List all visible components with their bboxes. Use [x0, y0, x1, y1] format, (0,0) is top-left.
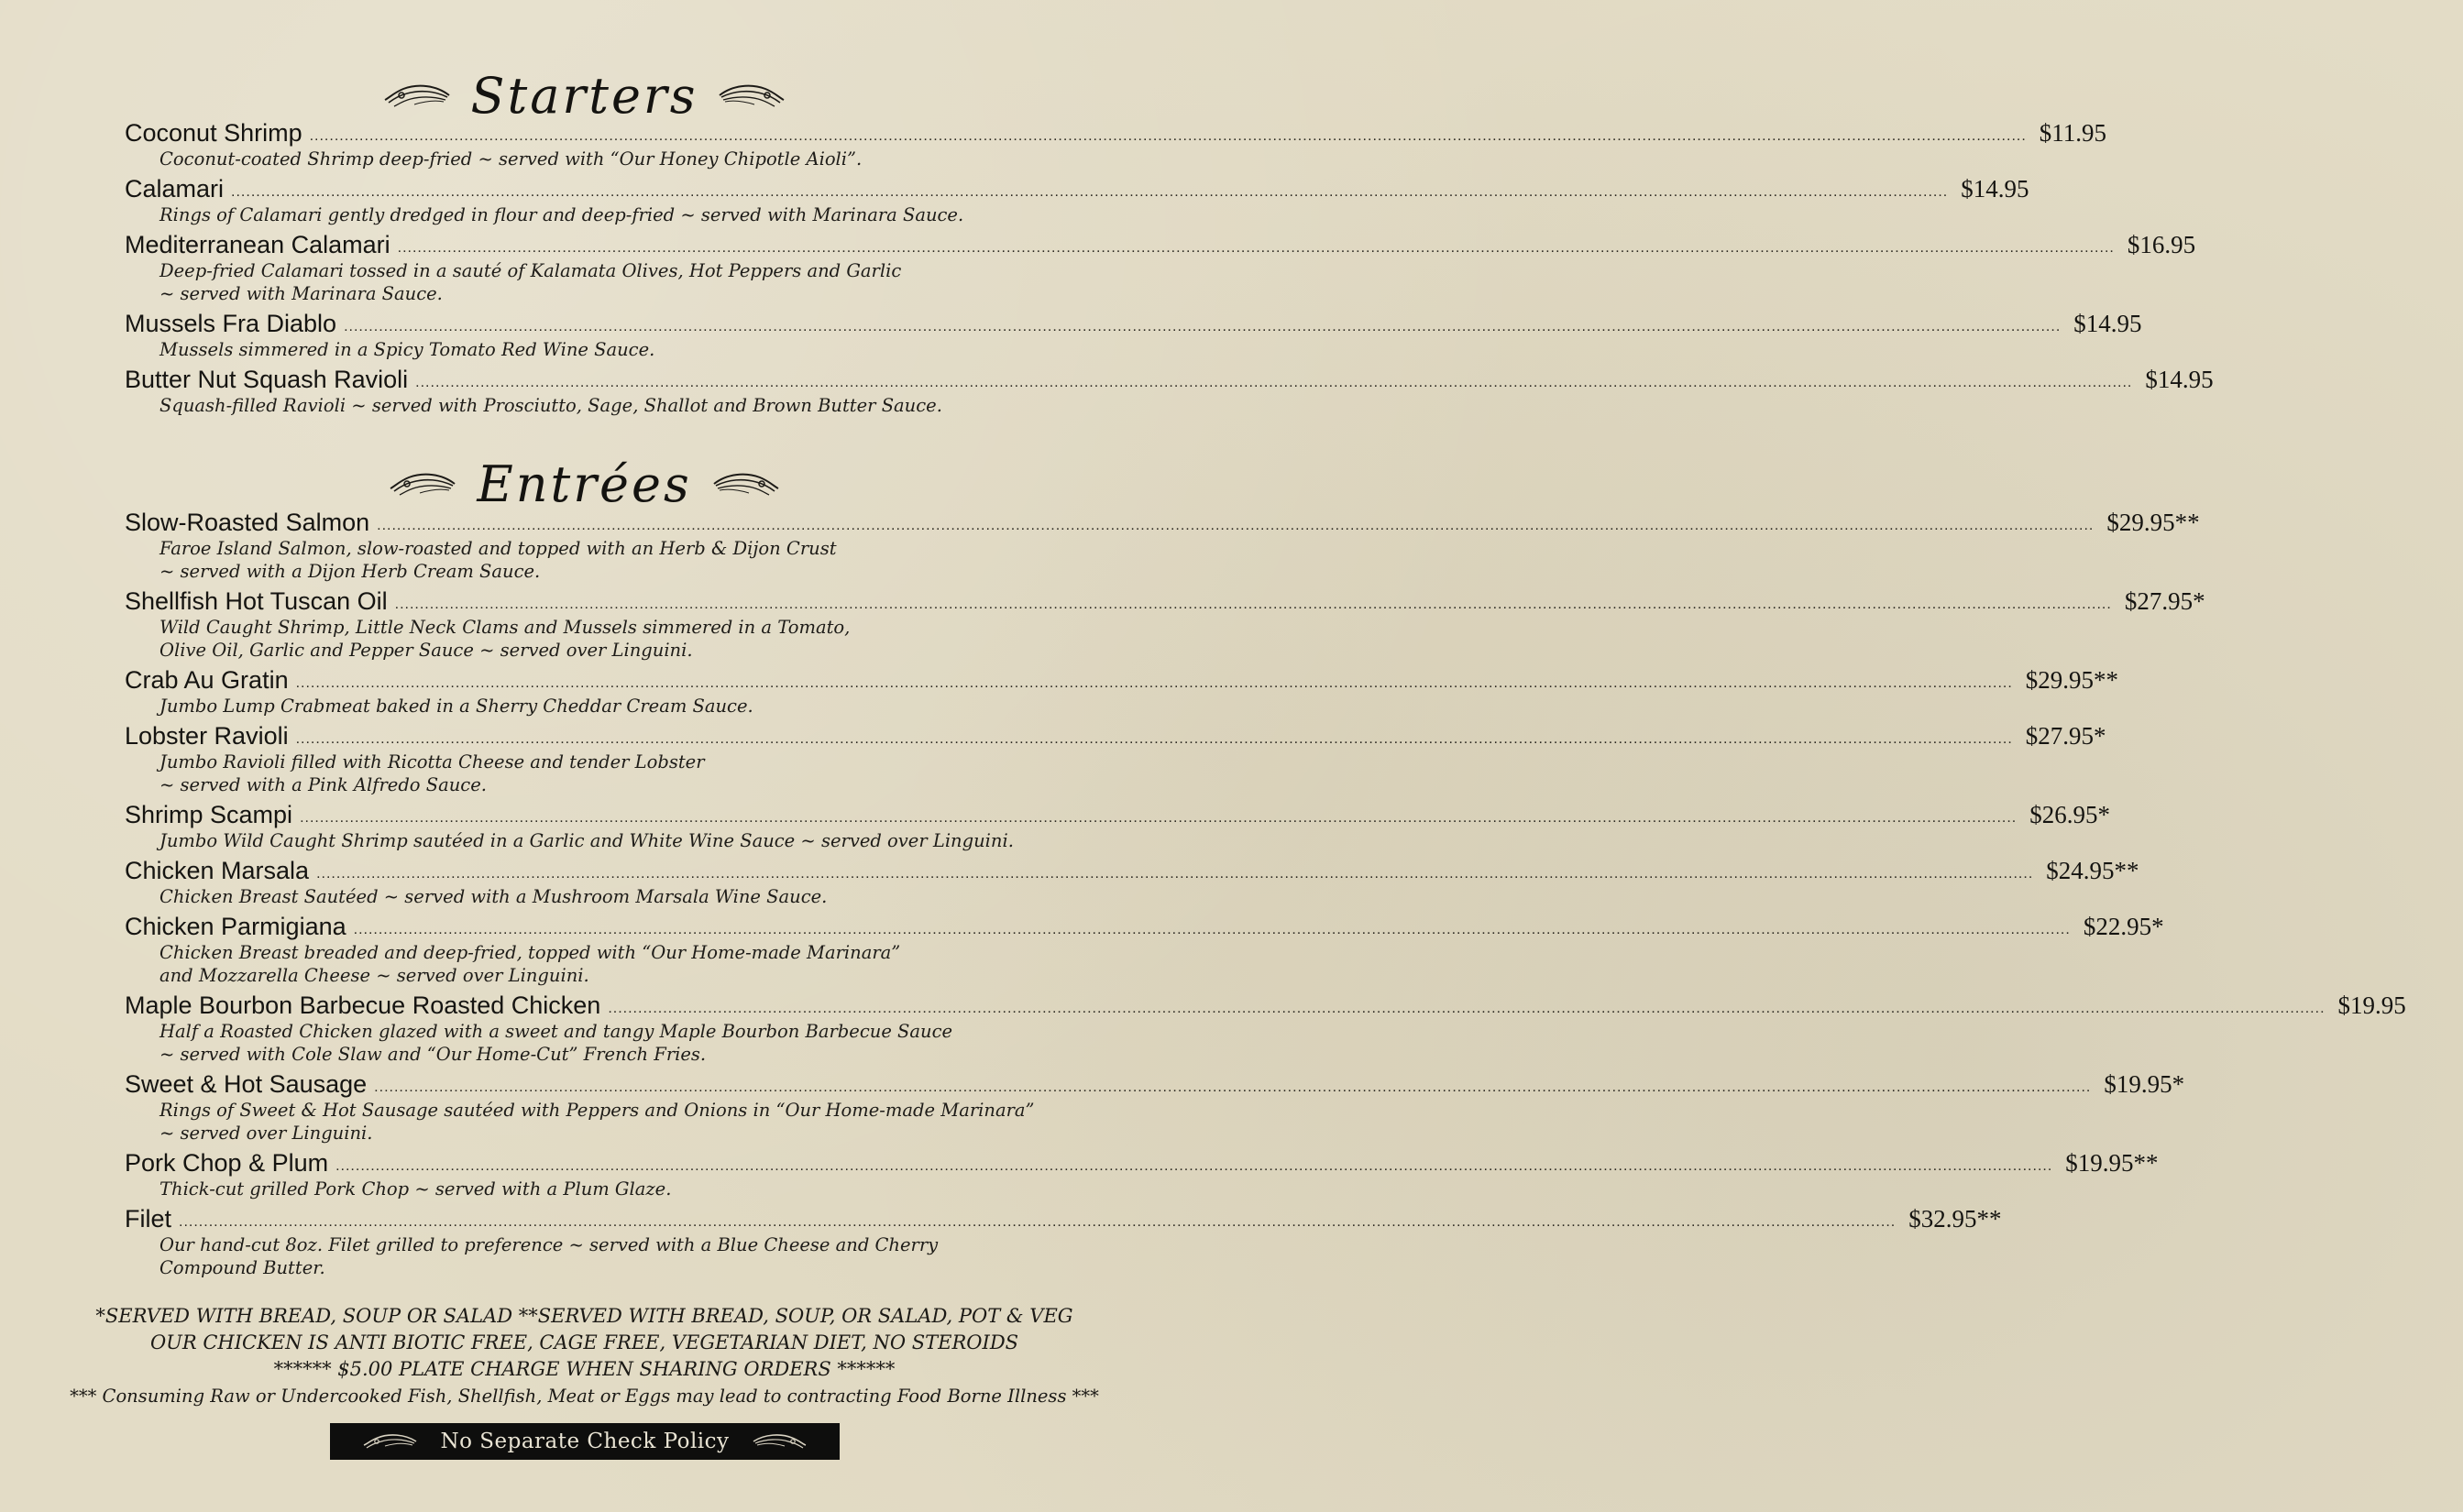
item-name: Sweet & Hot Sausage: [125, 1070, 368, 1098]
flourish-left-icon: [361, 1431, 418, 1452]
dot-leader: ........................................................................................................................................................................................................................................................................................................................................................: [309, 128, 2027, 144]
starters-list: [125, 119, 2214, 417]
flourish-right-icon: [718, 80, 787, 111]
item-price: $29.95**: [2025, 666, 2119, 694]
item-description: [159, 941, 966, 987]
item-name: Slow-Roasted Salmon: [125, 509, 370, 536]
entrees-list: [125, 509, 2406, 1279]
item-name: Chicken Marsala: [125, 857, 310, 884]
description-line: Chicken Breast breaded and deep-fried, topped with “Our Home-made Marinara”: [159, 942, 901, 963]
menu-item: [125, 1149, 2159, 1200]
item-price: $19.95*: [2104, 1070, 2185, 1098]
menu-item: [125, 119, 2107, 170]
menu-item: [125, 175, 2029, 226]
menu-item: [125, 366, 2214, 417]
item-price: $27.95*: [2025, 722, 2106, 750]
dot-leader: ........................................................................................................................................................................................................................................................................................................................................................: [377, 518, 2095, 533]
description-line: Jumbo Ravioli filled with Ricotta Cheese and tender Lobster: [159, 751, 705, 772]
note-chicken: OUR CHICKEN IS ANTI BIOTIC FREE, CAGE FREE, VEGETARIAN DIET, NO STEROIDS: [149, 1331, 1019, 1353]
policy-text: No Separate Check Policy: [440, 1430, 730, 1453]
item-name: Calamari: [125, 175, 225, 203]
item-name: Crab Au Gratin: [125, 666, 289, 694]
menu-item: [125, 310, 2142, 361]
item-description: [159, 829, 1014, 852]
dot-leader: ........................................................................................................................................................................................................................................................................................................................................................: [231, 184, 1949, 200]
menu-item: [125, 857, 2139, 908]
dot-leader: ........................................................................................................................................................................................................................................................................................................................................................: [415, 375, 2133, 390]
item-name: Butter Nut Squash Ravioli: [125, 366, 409, 393]
description-line: Olive Oil, Garlic and Pepper Sauce ~ served over Linguini.: [159, 640, 693, 661]
item-price: $22.95*: [2083, 913, 2164, 940]
description-line: ~ served over Linguini.: [159, 1123, 373, 1144]
menu-notes: [0, 1303, 1169, 1409]
item-price: $19.95**: [2065, 1149, 2159, 1177]
item-price: $24.95**: [2046, 857, 2139, 884]
dot-leader: ........................................................................................................................................................................................................................................................................................................................................................: [608, 1001, 2326, 1016]
dot-leader: ........................................................................................................................................................................................................................................................................................................................................................: [295, 675, 2013, 691]
item-description: [159, 394, 966, 417]
description-line: Squash-filled Ravioli ~ served with Prosciutto, Sage, Shallot and Brown Butter Sauce.: [159, 395, 942, 416]
item-name: Coconut Shrimp: [125, 119, 302, 147]
menu-item: [125, 587, 2205, 662]
menu-item: [125, 992, 2406, 1066]
note-plate-charge: ****** $5.00 PLATE CHARGE WHEN SHARING ORDERS ******: [273, 1358, 896, 1380]
item-price: $11.95: [2039, 119, 2107, 147]
item-description: [159, 885, 966, 908]
dot-leader: ........................................................................................................................................................................................................................................................................................................................................................: [394, 597, 2112, 612]
menu-item: [125, 801, 2110, 852]
description-line: ~ served with Cole Slaw and “Our Home-Cut” French Fries.: [159, 1044, 707, 1065]
item-name: Maple Bourbon Barbecue Roasted Chicken: [125, 992, 601, 1019]
item-price: $14.95: [1961, 175, 2029, 203]
item-name: Mussels Fra Diablo: [125, 310, 337, 337]
item-description: [159, 203, 966, 226]
dot-leader: ........................................................................................................................................................................................................................................................................................................................................................: [344, 319, 2062, 334]
item-price: $16.95: [2127, 231, 2196, 258]
dot-leader: ........................................................................................................................................................................................................................................................................................................................................................: [316, 866, 2034, 882]
description-line: and Mozzarella Cheese ~ served over Linguini.: [159, 965, 589, 986]
description-line: Deep-fried Calamari tossed in a sauté of Kalamata Olives, Hot Peppers and Garlic: [159, 260, 902, 281]
item-price: $14.95: [2145, 366, 2214, 393]
note-food-safety: *** Consuming Raw or Undercooked Fish, Shellfish, Meat or Eggs may lead to contracting Food Borne Illness ***: [70, 1386, 1099, 1407]
dot-leader: ........................................................................................................................................................................................................................................................................................................................................................: [353, 922, 2071, 937]
description-line: Rings of Calamari gently dredged in flour and deep-fried ~ served with Marinara Sauce.: [159, 204, 964, 225]
flourish-left-icon: [387, 468, 456, 499]
item-name: Pork Chop & Plum: [125, 1149, 329, 1177]
item-price: $32.95**: [1908, 1205, 2002, 1233]
dot-leader: ........................................................................................................................................................................................................................................................................................................................................................: [374, 1079, 2092, 1095]
item-description: [159, 1233, 966, 1279]
item-name: Mediterranean Calamari: [125, 231, 390, 258]
item-description: [159, 338, 966, 361]
item-description: [159, 1020, 966, 1066]
item-description: [159, 1099, 1035, 1145]
description-line: Chicken Breast Sautéed ~ served with a Mushroom Marsala Wine Sauce.: [159, 886, 828, 907]
dot-leader: ........................................................................................................................................................................................................................................................................................................................................................: [397, 240, 2115, 256]
menu-item: [125, 666, 2119, 718]
description-line: Jumbo Lump Crabmeat baked in a Sherry Cheddar Cream Sauce.: [159, 696, 753, 717]
description-line: Half a Roasted Chicken glazed with a sweet and tangy Maple Bourbon Barbecue Sauce: [159, 1021, 953, 1042]
item-price: $29.95**: [2106, 509, 2200, 536]
description-line: Thick-cut grilled Pork Chop ~ served with a Plum Glaze.: [159, 1178, 672, 1200]
item-name: Chicken Parmigiana: [125, 913, 346, 940]
dot-leader: ........................................................................................................................................................................................................................................................................................................................................................: [179, 1214, 1897, 1230]
item-name: Lobster Ravioli: [125, 722, 289, 750]
description-line: ~ served with a Pink Alfredo Sauce.: [159, 774, 487, 795]
item-price: $19.95: [2337, 992, 2406, 1019]
menu-item: [125, 913, 2164, 987]
dot-leader: ........................................................................................................................................................................................................................................................................................................................................................: [295, 731, 2013, 747]
menu-item: [125, 1205, 2002, 1279]
starters-title: Starters: [470, 66, 698, 125]
item-price: $27.95*: [2124, 587, 2205, 615]
item-name: Filet: [125, 1205, 172, 1233]
item-description: [159, 751, 966, 796]
description-line: Mussels simmered in a Spicy Tomato Red Wine Sauce.: [159, 339, 655, 360]
description-line: Our hand-cut 8oz. Filet grilled to preference ~ served with a Blue Cheese and Cherry: [159, 1234, 939, 1255]
description-line: Rings of Sweet & Hot Sausage sautéed with Peppers and Onions in “Our Home-made Marinara”: [159, 1100, 1035, 1121]
item-description: [159, 259, 966, 305]
description-line: Jumbo Wild Caught Shrimp sautéed in a Garlic and White Wine Sauce ~ served over Linguini.: [159, 830, 1014, 851]
flourish-right-icon: [752, 1431, 808, 1452]
policy-banner: [330, 1423, 840, 1460]
menu-item: [125, 1070, 2185, 1145]
flourish-left-icon: [381, 80, 451, 111]
item-description: [159, 695, 966, 718]
item-description: [159, 616, 966, 662]
dot-leader: ........................................................................................................................................................................................................................................................................................................................................................: [300, 810, 2018, 826]
item-description: [159, 148, 966, 170]
dot-leader: ........................................................................................................................................................................................................................................................................................................................................................: [335, 1158, 2053, 1174]
description-line: Coconut-coated Shrimp deep-fried ~ served with “Our Honey Chipotle Aioli”.: [159, 148, 863, 170]
description-line: ~ served with a Dijon Herb Cream Sauce.: [159, 561, 541, 582]
description-line: Wild Caught Shrimp, Little Neck Clams and Mussels simmered in a Tomato,: [159, 617, 851, 638]
item-description: [159, 1178, 966, 1200]
item-name: Shrimp Scampi: [125, 801, 293, 828]
description-line: ~ served with Marinara Sauce.: [159, 283, 443, 304]
description-line: Compound Butter.: [159, 1257, 325, 1278]
entrees-title: Entrées: [477, 455, 692, 513]
note-served-with: *SERVED WITH BREAD, SOUP OR SALAD **SERVED WITH BREAD, SOUP, OR SALAD, POT & VEG: [95, 1305, 1073, 1327]
item-description: [159, 537, 966, 583]
menu-item: [125, 722, 2106, 796]
flourish-right-icon: [712, 468, 782, 499]
description-line: Faroe Island Salmon, slow-roasted and topped with an Herb & Dijon Crust: [159, 538, 837, 559]
item-name: Shellfish Hot Tuscan Oil: [125, 587, 388, 615]
item-price: $14.95: [2073, 310, 2142, 337]
menu-item: [125, 231, 2196, 305]
menu-item: [125, 509, 2200, 583]
item-price: $26.95*: [2029, 801, 2110, 828]
